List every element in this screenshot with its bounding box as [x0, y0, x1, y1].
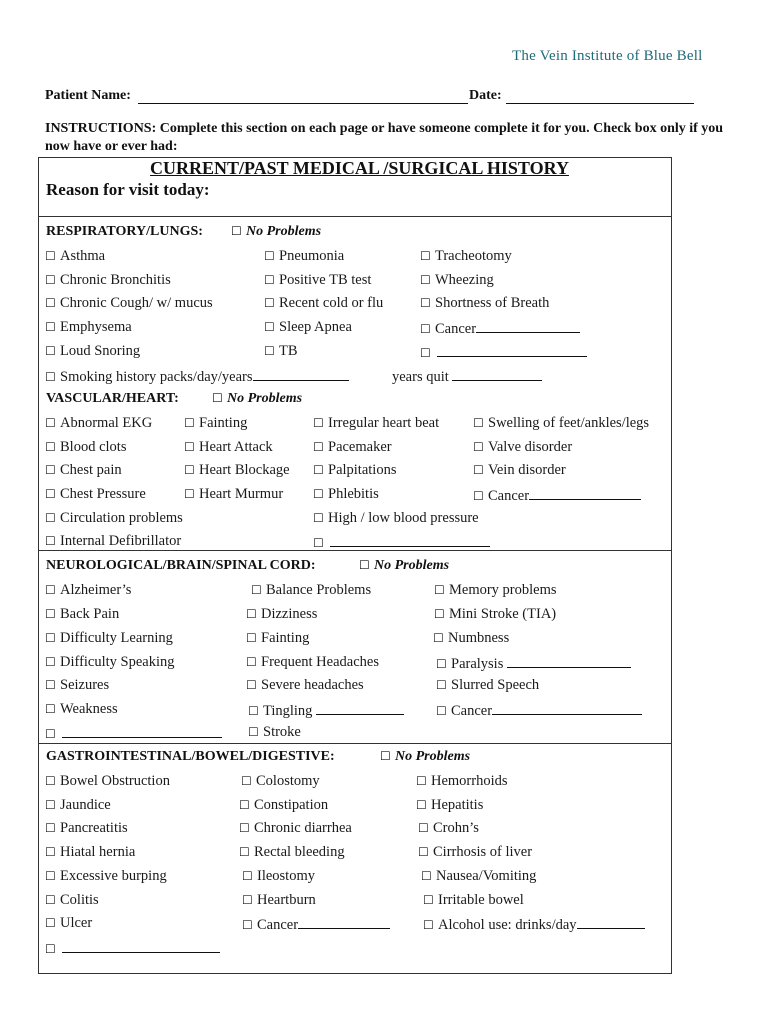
checkbox-icon: ☐ [45, 821, 56, 835]
checkbox-hepatitis[interactable] [416, 797, 483, 814]
checkbox-icon: ☐ [420, 273, 431, 287]
checkbox-label: Fainting [261, 630, 310, 646]
neuro-no-problems-checkbox[interactable] [359, 558, 449, 574]
checkbox-icon: ☐ [246, 678, 257, 692]
checkbox-icon: ☐ [264, 320, 275, 334]
cancer-gi-field[interactable] [298, 915, 390, 929]
checkbox-wheezing[interactable] [420, 272, 494, 289]
checkbox-icon: ☐ [45, 845, 56, 859]
checkbox-label: Internal Defibrillator [60, 533, 182, 549]
checkbox-label: Excessive burping [60, 868, 167, 884]
cancer-neuro-field[interactable] [492, 701, 642, 715]
checkbox-rectal-bleeding[interactable] [239, 844, 345, 861]
checkbox-label: Recent cold or flu [279, 295, 384, 311]
checkbox-icon: ☐ [313, 487, 324, 501]
checkbox-label: Seizures [60, 677, 110, 693]
checkbox-label: Chest Pressure [60, 486, 146, 502]
section-title-vascular: VASCULAR/HEART: [46, 391, 179, 406]
checkbox-chest-pressure[interactable] [45, 486, 146, 503]
checkbox-fainting-vascular[interactable] [184, 415, 247, 432]
checkbox-cancer-respiratory[interactable] [420, 319, 580, 338]
checkbox-difficulty-speaking[interactable] [45, 654, 175, 671]
checkbox-label: Paralysis [451, 656, 504, 672]
checkbox-tracheotomy[interactable] [420, 248, 512, 265]
checkbox-label: Severe headaches [261, 677, 364, 693]
checkbox-label: Blood clots [60, 439, 127, 455]
checkbox-cirrhosis[interactable] [418, 844, 532, 861]
checkbox-severe-headaches[interactable] [246, 677, 364, 694]
checkbox-label: Dizziness [261, 606, 318, 622]
section-divider [38, 743, 672, 744]
checkbox-icon: ☐ [420, 322, 431, 336]
checkbox-icon: ☐ [421, 869, 432, 883]
checkbox-icon: ☐ [45, 370, 56, 384]
instructions: INSTRUCTIONS: Complete this section on each page or have someone complete it for you. Check box only if you now have or ever had: [45, 121, 724, 154]
checkbox-blood-pressure[interactable] [313, 510, 479, 527]
checkbox-label: Cancer [451, 703, 493, 719]
checkbox-label: Ulcer [60, 915, 93, 931]
checkbox-constipation[interactable] [239, 797, 328, 814]
respiratory-no-problems-checkbox[interactable] [231, 224, 321, 240]
checkbox-label: Chronic Bronchitis [60, 272, 171, 288]
checkbox-label: Ileostomy [257, 868, 315, 884]
checkbox-icon: ☐ [264, 249, 275, 263]
checkbox-icon: ☐ [45, 249, 56, 263]
checkbox-icon: ☐ [416, 798, 427, 812]
checkbox-label: Alcohol use: drinks/day [438, 917, 577, 933]
checkbox-label: Heartburn [257, 892, 316, 908]
checkbox-phlebitis[interactable] [313, 486, 379, 503]
gi-no-problems-checkbox[interactable] [380, 749, 470, 765]
section-title-neuro: NEUROLOGICAL/BRAIN/SPINAL CORD: [46, 558, 316, 573]
checkbox-ulcer[interactable] [45, 915, 92, 932]
checkbox-icon: ☐ [45, 631, 56, 645]
checkbox-icon: ☐ [418, 845, 429, 859]
checkbox-label: Pneumonia [279, 248, 345, 264]
checkbox-label: Balance Problems [266, 582, 372, 598]
checkbox-label: Pacemaker [328, 439, 392, 455]
checkbox-hiatal-hernia[interactable] [45, 844, 135, 861]
form-title: CURRENT/PAST MEDICAL /SURGICAL HISTORY [150, 158, 569, 178]
checkbox-icon: ☐ [473, 416, 484, 430]
checkbox-label: High / low blood pressure [328, 510, 479, 526]
checkbox-pneumonia[interactable] [264, 248, 344, 265]
checkbox-chronic-diarrhea[interactable] [239, 820, 352, 837]
checkbox-loud-snoring[interactable] [45, 343, 140, 360]
checkbox-label: Chronic diarrhea [254, 820, 352, 836]
checkbox-label: Constipation [254, 797, 329, 813]
date-field[interactable] [506, 103, 694, 104]
checkbox-label: Back Pain [60, 606, 120, 622]
checkbox-label: Tingling [263, 703, 313, 719]
checkbox-difficulty-learning[interactable] [45, 630, 173, 647]
checkbox-other-vascular[interactable] [313, 533, 490, 552]
checkbox-label: Irregular heart beat [328, 415, 440, 431]
checkbox-icon: ☐ [45, 273, 56, 287]
checkbox-chest-pain[interactable] [45, 462, 122, 479]
checkbox-internal-defibrillator[interactable] [45, 533, 181, 550]
other-gi-field[interactable] [62, 939, 220, 953]
checkbox-icon: ☐ [420, 296, 431, 310]
paralysis-field[interactable] [507, 654, 631, 668]
checkbox-heart-attack[interactable] [184, 439, 273, 456]
other-vascular-field[interactable] [330, 533, 490, 547]
checkbox-label: Weakness [60, 701, 118, 717]
checkbox-chronic-cough[interactable] [45, 295, 213, 312]
checkbox-label: Abnormal EKG [60, 415, 153, 431]
section-divider [38, 216, 672, 217]
checkbox-label: Phlebitis [328, 486, 379, 502]
checkbox-balance-problems[interactable] [251, 582, 371, 599]
checkbox-icon: ☐ [45, 607, 56, 621]
checkbox-positive-tb-test[interactable] [264, 272, 371, 289]
checkbox-alzheimers[interactable] [45, 582, 131, 599]
checkbox-label: Numbness [448, 630, 510, 646]
years-quit [392, 367, 542, 386]
cancer-respiratory-field[interactable] [476, 319, 580, 333]
checkbox-crohns[interactable] [418, 820, 479, 837]
checkbox-icon: ☐ [45, 583, 56, 597]
checkbox-icon: ☐ [313, 416, 324, 430]
checkbox-circulation-problems[interactable] [45, 510, 183, 527]
date-label: Date: [469, 88, 502, 103]
checkbox-seizures[interactable] [45, 677, 109, 694]
checkbox-colitis[interactable] [45, 892, 99, 909]
checkbox-label: TB [279, 343, 298, 359]
checkbox-pancreatitis[interactable] [45, 820, 128, 837]
checkbox-smoking-history[interactable] [45, 367, 349, 386]
checkbox-icon: ☐ [246, 655, 257, 669]
checkbox-tb[interactable] [264, 343, 298, 360]
checkbox-icon: ☐ [242, 893, 253, 907]
cancer-vascular-field[interactable] [529, 486, 641, 500]
checkbox-icon: ☐ [248, 704, 259, 718]
checkbox-icon: ☐ [380, 749, 391, 763]
checkbox-label: Cirrhosis of liver [433, 844, 533, 860]
checkbox-label: Heart Attack [199, 439, 273, 455]
checkbox-chronic-bronchitis[interactable] [45, 272, 171, 289]
checkbox-numbness[interactable] [433, 630, 509, 647]
checkbox-icon: ☐ [45, 463, 56, 477]
checkbox-memory-problems[interactable] [434, 582, 557, 599]
reason-for-visit-label: Reason for visit today: [46, 180, 210, 199]
checkbox-icon: ☐ [45, 774, 56, 788]
checkbox-label: Hiatal hernia [60, 844, 136, 860]
checkbox-label: Irritable bowel [438, 892, 524, 908]
checkbox-icon: ☐ [423, 918, 434, 932]
checkbox-label: Positive TB test [279, 272, 372, 288]
checkbox-label: Nausea/Vomiting [436, 868, 537, 884]
checkbox-label: Chest pain [60, 462, 122, 478]
checkbox-icon: ☐ [264, 344, 275, 358]
checkbox-icon: ☐ [45, 296, 56, 310]
checkbox-icon: ☐ [242, 869, 253, 883]
checkbox-label: Alzheimer’s [60, 582, 132, 598]
checkbox-icon: ☐ [246, 607, 257, 621]
checkbox-label: Circulation problems [60, 510, 183, 526]
checkbox-label: Wheezing [435, 272, 494, 288]
checkbox-blood-clots[interactable] [45, 439, 126, 456]
alcohol-drinks-field[interactable] [577, 915, 645, 929]
checkbox-icon: ☐ [184, 416, 195, 430]
checkbox-icon: ☐ [242, 918, 253, 932]
checkbox-icon: ☐ [313, 536, 324, 550]
checkbox-valve-disorder[interactable] [473, 439, 572, 456]
checkbox-cancer-neuro[interactable] [436, 701, 642, 720]
checkbox-hemorrhoids[interactable] [416, 773, 508, 790]
checkbox-icon: ☐ [239, 821, 250, 835]
checkbox-paralysis[interactable] [436, 654, 631, 673]
checkbox-label: Frequent Headaches [261, 654, 379, 670]
checkbox-fainting-neuro[interactable] [246, 630, 309, 647]
checkbox-label: Hepatitis [431, 797, 484, 813]
checkbox-label: Chronic Cough/ w/ mucus [60, 295, 213, 311]
no-problems-label: No Problems [374, 558, 450, 573]
checkbox-icon: ☐ [264, 273, 275, 287]
checkbox-label: Tracheotomy [435, 248, 512, 264]
checkbox-label: Cancer [435, 321, 477, 337]
checkbox-cancer-vascular[interactable] [473, 486, 641, 505]
clinic-name: The Vein Institute of Blue Bell [512, 48, 703, 64]
patient-name-label: Patient Name: [45, 88, 131, 103]
checkbox-icon: ☐ [246, 631, 257, 645]
checkbox-stroke[interactable] [248, 724, 301, 741]
checkbox-back-pain[interactable] [45, 606, 119, 623]
checkbox-icon: ☐ [45, 487, 56, 501]
checkbox-label: Difficulty Speaking [60, 654, 175, 670]
years-quit-field[interactable] [452, 367, 542, 381]
checkbox-label: Slurred Speech [451, 677, 540, 693]
checkbox-icon: ☐ [433, 631, 444, 645]
checkbox-label: Jaundice [60, 797, 111, 813]
tingling-field[interactable] [316, 701, 404, 715]
checkbox-heart-murmur[interactable] [184, 486, 283, 503]
checkbox-icon: ☐ [436, 704, 447, 718]
checkbox-icon: ☐ [241, 774, 252, 788]
checkbox-palpitations[interactable] [313, 462, 396, 479]
checkbox-label: Mini Stroke (TIA) [449, 606, 557, 622]
checkbox-icon: ☐ [45, 678, 56, 692]
checkbox-icon: ☐ [45, 869, 56, 883]
checkbox-icon: ☐ [45, 416, 56, 430]
checkbox-icon: ☐ [473, 463, 484, 477]
checkbox-icon: ☐ [45, 893, 56, 907]
checkbox-other-respiratory[interactable] [420, 343, 587, 362]
checkbox-icon: ☐ [416, 774, 427, 788]
years-quit-label: years quit [392, 369, 449, 385]
checkbox-label: Bowel Obstruction [60, 773, 170, 789]
checkbox-asthma[interactable] [45, 248, 105, 265]
checkbox-icon: ☐ [436, 657, 447, 671]
checkbox-nausea-vomiting[interactable] [421, 868, 536, 885]
checkbox-swelling[interactable] [473, 415, 649, 432]
checkbox-label: Swelling of feet/ankles/legs [488, 415, 650, 431]
checkbox-icon: ☐ [313, 511, 324, 525]
checkbox-icon: ☐ [45, 727, 56, 741]
checkbox-icon: ☐ [45, 440, 56, 454]
checkbox-label: Pancreatitis [60, 820, 128, 836]
checkbox-icon: ☐ [423, 893, 434, 907]
checkbox-icon: ☐ [45, 655, 56, 669]
checkbox-icon: ☐ [420, 249, 431, 263]
packs-per-day-field[interactable] [253, 367, 349, 381]
checkbox-icon: ☐ [436, 678, 447, 692]
checkbox-label: Heart Murmur [199, 486, 284, 502]
checkbox-heart-blockage[interactable] [184, 462, 290, 479]
checkbox-icon: ☐ [184, 440, 195, 454]
checkbox-label: Memory problems [449, 582, 557, 598]
checkbox-label: Asthma [60, 248, 106, 264]
checkbox-frequent-headaches[interactable] [246, 654, 379, 671]
checkbox-abnormal-ekg[interactable] [45, 415, 152, 432]
checkbox-dizziness[interactable] [246, 606, 317, 623]
checkbox-ileostomy[interactable] [242, 868, 315, 885]
checkbox-icon: ☐ [184, 487, 195, 501]
no-problems-label: No Problems [246, 224, 322, 239]
checkbox-icon: ☐ [473, 489, 484, 503]
checkbox-alcohol-use[interactable] [423, 915, 645, 934]
other-respiratory-field[interactable] [437, 343, 587, 357]
checkbox-icon: ☐ [45, 534, 56, 548]
section-title-respiratory: RESPIRATORY/LUNGS: [46, 224, 203, 239]
checkbox-icon: ☐ [418, 821, 429, 835]
checkbox-label: Vein disorder [488, 462, 566, 478]
checkbox-mini-stroke[interactable] [434, 606, 556, 623]
checkbox-pacemaker[interactable] [313, 439, 392, 456]
checkbox-excessive-burping[interactable] [45, 868, 167, 885]
checkbox-label: Colitis [60, 892, 99, 908]
checkbox-icon: ☐ [420, 346, 431, 360]
checkbox-icon: ☐ [473, 440, 484, 454]
checkbox-icon: ☐ [45, 344, 56, 358]
checkbox-colostomy[interactable] [241, 773, 320, 790]
checkbox-bowel-obstruction[interactable] [45, 773, 170, 790]
checkbox-icon: ☐ [212, 391, 223, 405]
checkbox-jaundice[interactable] [45, 797, 111, 814]
checkbox-label: Cancer [257, 917, 299, 933]
checkbox-icon: ☐ [264, 296, 275, 310]
checkbox-weakness[interactable] [45, 701, 118, 718]
checkbox-recent-cold[interactable] [264, 295, 383, 312]
checkbox-icon: ☐ [313, 463, 324, 477]
checkbox-icon: ☐ [45, 916, 56, 930]
checkbox-label: Loud Snoring [60, 343, 141, 359]
checkbox-label: Heart Blockage [199, 462, 290, 478]
checkbox-icon: ☐ [251, 583, 262, 597]
checkbox-label: Crohn’s [433, 820, 479, 836]
no-problems-label: No Problems [395, 749, 471, 764]
checkbox-emphysema[interactable] [45, 319, 132, 336]
checkbox-irregular-heart-beat[interactable] [313, 415, 439, 432]
checkbox-icon: ☐ [359, 558, 370, 572]
checkbox-other-gi[interactable] [45, 939, 220, 958]
checkbox-icon: ☐ [45, 942, 56, 956]
patient-name-field[interactable] [138, 103, 468, 104]
checkbox-label: Smoking history packs/day/years [60, 369, 253, 385]
checkbox-sleep-apnea[interactable] [264, 319, 352, 336]
checkbox-icon: ☐ [184, 463, 195, 477]
checkbox-icon: ☐ [45, 702, 56, 716]
checkbox-label: Difficulty Learning [60, 630, 173, 646]
checkbox-icon: ☐ [45, 511, 56, 525]
checkbox-icon: ☐ [248, 725, 259, 739]
checkbox-icon: ☐ [45, 320, 56, 334]
no-problems-label: No Problems [227, 391, 303, 406]
checkbox-label: Cancer [488, 488, 530, 504]
checkbox-label: Sleep Apnea [279, 319, 352, 335]
checkbox-shortness-of-breath[interactable] [420, 295, 549, 312]
checkbox-icon: ☐ [45, 798, 56, 812]
checkbox-label: Colostomy [256, 773, 320, 789]
checkbox-label: Stroke [263, 724, 301, 740]
checkbox-vein-disorder[interactable] [473, 462, 566, 479]
checkbox-icon: ☐ [434, 607, 445, 621]
vascular-no-problems-checkbox[interactable] [212, 391, 302, 407]
checkbox-label: Hemorrhoids [431, 773, 508, 789]
checkbox-icon: ☐ [239, 845, 250, 859]
checkbox-label: Shortness of Breath [435, 295, 550, 311]
checkbox-icon: ☐ [239, 798, 250, 812]
other-neuro-field[interactable] [62, 724, 222, 738]
checkbox-label: Valve disorder [488, 439, 573, 455]
checkbox-other-neuro[interactable] [45, 724, 222, 743]
checkbox-icon: ☐ [434, 583, 445, 597]
checkbox-label: Emphysema [60, 319, 132, 335]
checkbox-cancer-gi[interactable] [242, 915, 390, 934]
section-title-gi: GASTROINTESTINAL/BOWEL/DIGESTIVE: [46, 749, 335, 764]
checkbox-icon: ☐ [231, 224, 242, 238]
checkbox-icon: ☐ [313, 440, 324, 454]
checkbox-label: Rectal bleeding [254, 844, 345, 860]
checkbox-slurred-speech[interactable] [436, 677, 539, 694]
checkbox-label: Palpitations [328, 462, 397, 478]
checkbox-label: Fainting [199, 415, 248, 431]
checkbox-tingling[interactable] [248, 701, 404, 720]
checkbox-heartburn[interactable] [242, 892, 316, 909]
checkbox-irritable-bowel[interactable] [423, 892, 524, 909]
